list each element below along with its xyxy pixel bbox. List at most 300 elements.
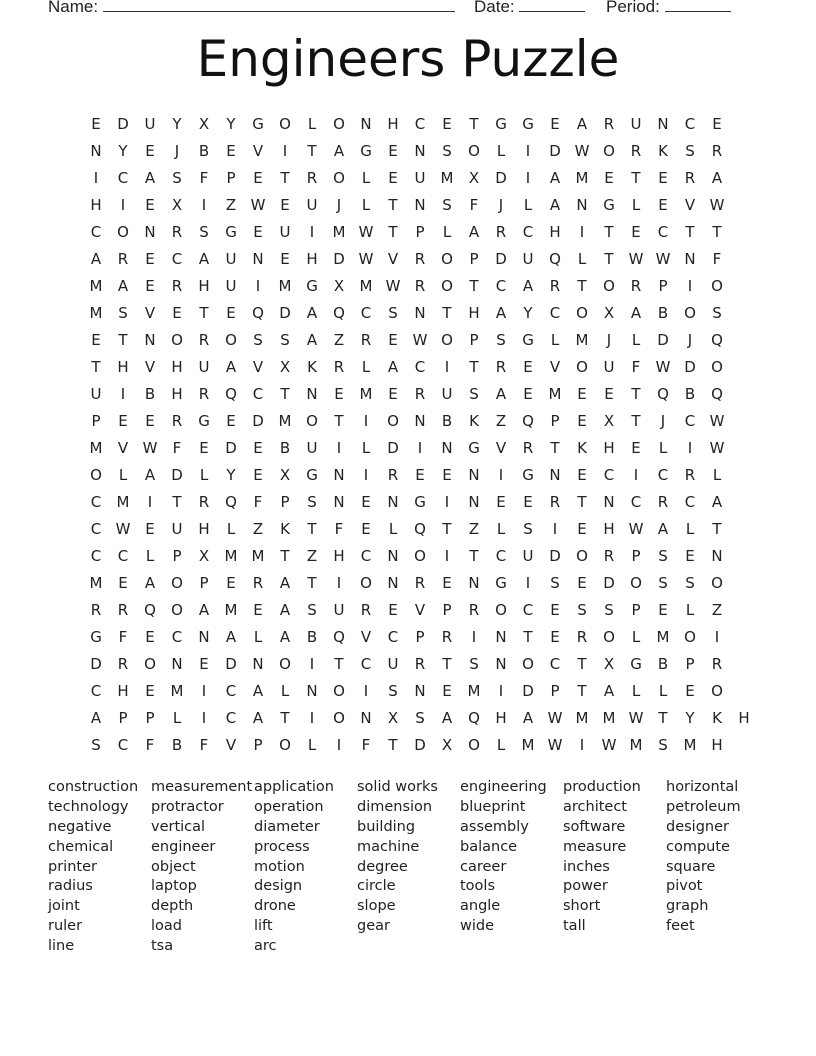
grid-letter[interactable]: X [333,277,345,295]
grid-letter[interactable]: A [495,304,507,322]
grid-letter[interactable]: D [495,250,507,268]
grid-letter[interactable]: X [171,196,183,214]
grid-letter[interactable]: E [145,277,155,295]
grid-letter[interactable]: D [549,142,561,160]
grid-letter[interactable]: P [685,655,695,673]
grid-letter[interactable]: R [117,250,129,268]
grid-letter[interactable]: A [225,358,237,376]
grid-letter[interactable]: T [523,628,533,646]
grid-letter[interactable]: C [252,385,264,403]
grid-letter[interactable]: C [225,682,237,700]
grid-letter[interactable]: D [414,736,426,754]
grid-letter[interactable]: L [226,520,236,538]
grid-letter[interactable]: I [363,412,369,430]
grid-letter[interactable]: Y [226,115,236,133]
grid-letter[interactable]: Q [657,385,669,403]
grid-letter[interactable]: M [656,628,670,646]
grid-letter[interactable]: E [226,304,236,322]
grid-letter[interactable]: T [199,304,209,322]
grid-letter[interactable]: P [415,628,425,646]
grid-letter[interactable]: L [307,115,317,133]
grid-letter[interactable]: H [198,277,210,295]
grid-letter[interactable]: W [574,142,590,160]
grid-letter[interactable]: E [415,466,425,484]
grid-letter[interactable]: L [550,331,560,349]
grid-letter[interactable]: S [199,223,209,241]
grid-letter[interactable]: E [118,412,128,430]
grid-letter[interactable]: V [549,358,561,376]
grid-letter[interactable]: N [711,547,723,565]
grid-letter[interactable]: N [603,493,615,511]
grid-letter[interactable]: S [469,655,479,673]
grid-letter[interactable]: I [579,223,585,241]
grid-letter[interactable]: F [469,196,479,214]
grid-letter[interactable]: P [442,601,452,619]
grid-letter[interactable]: X [603,304,615,322]
grid-letter[interactable]: D [252,412,264,430]
grid-letter[interactable]: O [495,601,507,619]
grid-letter[interactable]: T [604,223,614,241]
grid-letter[interactable]: U [387,655,399,673]
grid-letter[interactable]: L [118,466,128,484]
grid-letter[interactable]: W [547,736,563,754]
grid-letter[interactable]: P [415,223,425,241]
grid-letter[interactable]: T [712,520,722,538]
grid-letter[interactable]: Q [711,385,723,403]
grid-letter[interactable]: R [414,385,426,403]
grid-letter[interactable]: L [685,601,695,619]
grid-letter[interactable]: F [145,736,155,754]
grid-letter[interactable]: E [577,520,587,538]
grid-letter[interactable]: B [171,736,183,754]
grid-letter[interactable]: A [144,169,156,187]
grid-letter[interactable]: R [414,277,426,295]
grid-letter[interactable]: Q [711,331,723,349]
grid-letter[interactable]: C [90,682,102,700]
grid-letter[interactable]: A [198,250,210,268]
grid-letter[interactable]: I [444,547,450,565]
grid-letter[interactable]: L [631,682,641,700]
grid-letter[interactable]: R [198,331,210,349]
grid-letter[interactable]: N [360,115,372,133]
grid-letter[interactable]: H [90,196,102,214]
grid-letter[interactable]: L [199,466,209,484]
grid-letter[interactable]: E [631,439,641,457]
grid-letter[interactable]: R [117,601,129,619]
grid-letter[interactable]: A [90,709,102,727]
grid-letter[interactable]: I [687,277,693,295]
grid-letter[interactable]: T [280,169,290,187]
grid-letter[interactable]: C [360,655,372,673]
grid-letter[interactable]: O [711,574,723,592]
grid-letter[interactable]: W [547,709,563,727]
grid-letter[interactable]: T [307,520,317,538]
grid-letter[interactable]: T [631,412,641,430]
grid-letter[interactable]: T [631,385,641,403]
grid-letter[interactable]: I [120,385,126,403]
grid-letter[interactable]: N [657,115,669,133]
grid-letter[interactable]: Q [549,250,561,268]
grid-letter[interactable]: W [412,331,428,349]
grid-letter[interactable]: V [117,439,129,457]
grid-letter[interactable]: I [336,574,342,592]
grid-letter[interactable]: F [361,736,371,754]
grid-letter[interactable]: X [279,358,291,376]
grid-letter[interactable]: A [252,709,264,727]
grid-letter[interactable]: O [576,304,588,322]
grid-letter[interactable]: U [225,250,237,268]
grid-letter[interactable]: L [523,196,533,214]
grid-letter[interactable]: C [684,115,696,133]
grid-letter[interactable]: L [631,196,641,214]
grid-letter[interactable]: N [495,655,507,673]
grid-letter[interactable]: U [90,385,102,403]
grid-letter[interactable]: V [225,736,237,754]
grid-letter[interactable]: H [306,250,318,268]
grid-letter[interactable]: E [145,628,155,646]
grid-letter[interactable]: H [603,439,615,457]
grid-letter[interactable]: H [468,304,480,322]
grid-letter[interactable]: I [201,709,207,727]
grid-letter[interactable]: U [225,277,237,295]
grid-letter[interactable]: M [170,682,184,700]
grid-letter[interactable]: T [577,682,587,700]
grid-letter[interactable]: M [116,493,130,511]
grid-letter[interactable]: Y [172,115,182,133]
grid-letter[interactable]: R [549,493,561,511]
grid-letter[interactable]: E [91,115,101,133]
grid-letter[interactable]: G [360,142,372,160]
grid-letter[interactable]: G [90,628,102,646]
grid-letter[interactable]: G [225,223,237,241]
grid-letter[interactable]: M [548,385,562,403]
grid-letter[interactable]: O [279,655,291,673]
grid-letter[interactable]: R [198,385,210,403]
grid-letter[interactable]: M [332,223,346,241]
grid-letter[interactable]: C [171,628,183,646]
grid-letter[interactable]: U [603,358,615,376]
grid-letter[interactable]: T [280,385,290,403]
grid-letter[interactable]: T [118,331,128,349]
grid-letter[interactable]: I [525,142,531,160]
grid-letter[interactable]: E [145,520,155,538]
grid-letter[interactable]: I [498,466,504,484]
grid-letter[interactable]: N [468,574,480,592]
grid-letter[interactable]: E [577,466,587,484]
grid-letter[interactable]: U [522,547,534,565]
grid-letter[interactable]: E [523,358,533,376]
grid-letter[interactable]: A [279,628,291,646]
grid-letter[interactable]: X [198,115,210,133]
grid-letter[interactable]: A [576,115,588,133]
grid-letter[interactable]: T [712,223,722,241]
grid-letter[interactable]: C [657,223,669,241]
grid-letter[interactable]: E [226,142,236,160]
grid-letter[interactable]: L [280,682,290,700]
grid-letter[interactable]: I [444,493,450,511]
grid-letter[interactable]: H [495,709,507,727]
grid-letter[interactable]: T [334,655,344,673]
grid-letter[interactable]: K [307,358,317,376]
grid-letter[interactable]: C [522,223,534,241]
grid-letter[interactable]: R [414,655,426,673]
grid-letter[interactable]: A [144,574,156,592]
grid-letter[interactable]: R [414,250,426,268]
grid-letter[interactable]: I [714,628,720,646]
grid-letter[interactable]: T [307,142,317,160]
grid-letter[interactable]: B [306,628,318,646]
grid-letter[interactable]: N [414,196,426,214]
grid-letter[interactable]: E [145,250,155,268]
grid-letter[interactable]: C [657,466,669,484]
grid-letter[interactable]: E [388,601,398,619]
grid-letter[interactable]: A [252,682,264,700]
grid-letter[interactable]: A [657,520,669,538]
grid-letter[interactable]: L [496,520,506,538]
grid-letter[interactable]: M [683,736,697,754]
grid-letter[interactable]: G [495,115,507,133]
grid-letter[interactable]: M [602,709,616,727]
grid-letter[interactable]: E [253,466,263,484]
grid-letter[interactable]: O [468,736,480,754]
grid-letter[interactable]: W [601,736,617,754]
grid-letter[interactable]: J [498,196,504,214]
grid-letter[interactable]: B [441,412,453,430]
grid-letter[interactable]: X [387,709,399,727]
grid-letter[interactable]: O [603,628,615,646]
grid-letter[interactable]: O [306,412,318,430]
grid-letter[interactable]: E [280,250,290,268]
grid-letter[interactable]: T [91,358,101,376]
grid-letter[interactable]: A [333,142,345,160]
grid-letter[interactable]: A [711,169,723,187]
grid-letter[interactable]: O [414,547,426,565]
grid-letter[interactable]: S [415,709,425,727]
grid-letter[interactable]: H [333,547,345,565]
grid-letter[interactable]: G [306,466,318,484]
grid-letter[interactable]: H [198,520,210,538]
grid-letter[interactable]: R [711,142,723,160]
grid-letter[interactable]: J [336,196,342,214]
grid-letter[interactable]: S [388,304,398,322]
grid-letter[interactable]: O [441,331,453,349]
grid-letter[interactable]: A [549,196,561,214]
grid-letter[interactable]: E [496,493,506,511]
grid-letter[interactable]: T [604,250,614,268]
grid-letter[interactable]: K [469,412,479,430]
grid-letter[interactable]: I [309,655,315,673]
grid-letter[interactable]: I [579,736,585,754]
grid-letter[interactable]: R [684,169,696,187]
grid-letter[interactable]: L [442,223,452,241]
grid-letter[interactable]: Z [252,520,264,538]
grid-letter[interactable]: E [172,304,182,322]
grid-letter[interactable]: T [469,358,479,376]
grid-letter[interactable]: R [198,493,210,511]
grid-letter[interactable]: N [441,439,453,457]
grid-letter[interactable]: U [441,385,453,403]
grid-letter[interactable]: R [414,574,426,592]
grid-letter[interactable]: G [252,115,264,133]
grid-letter[interactable]: I [417,439,423,457]
grid-letter[interactable]: P [550,682,560,700]
grid-letter[interactable]: Z [711,601,723,619]
grid-letter[interactable]: U [522,250,534,268]
grid-letter[interactable]: J [687,331,693,349]
grid-letter[interactable]: X [603,412,615,430]
grid-letter[interactable]: U [333,601,345,619]
grid-letter[interactable]: P [631,601,641,619]
grid-letter[interactable]: Q [225,385,237,403]
grid-letter[interactable]: E [685,682,695,700]
grid-letter[interactable]: N [387,547,399,565]
grid-letter[interactable]: Z [468,520,480,538]
grid-letter[interactable]: S [496,331,506,349]
grid-letter[interactable]: A [441,709,453,727]
grid-letter[interactable]: P [172,547,182,565]
grid-letter[interactable]: M [89,304,103,322]
grid-letter[interactable]: E [388,169,398,187]
grid-letter[interactable]: I [471,628,477,646]
grid-letter[interactable]: S [280,331,290,349]
grid-letter[interactable]: R [171,277,183,295]
grid-letter[interactable]: O [711,682,723,700]
grid-letter[interactable]: D [333,250,345,268]
grid-letter[interactable]: E [577,574,587,592]
grid-letter[interactable]: I [147,493,153,511]
grid-letter[interactable]: D [225,655,237,673]
grid-letter[interactable]: A [306,331,318,349]
grid-letter[interactable]: L [307,736,317,754]
grid-letter[interactable]: A [549,169,561,187]
grid-letter[interactable]: I [687,439,693,457]
grid-letter[interactable]: W [655,250,671,268]
grid-letter[interactable]: Z [225,196,237,214]
grid-letter[interactable]: L [388,520,398,538]
grid-letter[interactable]: E [523,385,533,403]
grid-letter[interactable]: M [278,412,292,430]
grid-letter[interactable]: C [90,223,102,241]
grid-letter[interactable]: Q [522,412,534,430]
grid-letter[interactable]: N [387,574,399,592]
grid-letter[interactable]: V [144,358,156,376]
grid-letter[interactable]: N [576,196,588,214]
grid-letter[interactable]: Y [685,709,695,727]
grid-letter[interactable]: I [255,277,261,295]
grid-letter[interactable]: S [388,682,398,700]
grid-letter[interactable]: U [306,439,318,457]
grid-letter[interactable]: F [199,169,209,187]
grid-letter[interactable]: W [709,196,725,214]
grid-letter[interactable]: H [387,115,399,133]
grid-letter[interactable]: Z [333,331,345,349]
grid-letter[interactable]: C [90,547,102,565]
grid-letter[interactable]: I [309,223,315,241]
grid-letter[interactable]: E [226,412,236,430]
grid-letter[interactable]: D [522,682,534,700]
grid-letter[interactable]: F [334,520,344,538]
grid-letter[interactable]: K [712,709,722,727]
grid-letter[interactable]: S [712,304,722,322]
grid-letter[interactable]: O [711,358,723,376]
grid-letter[interactable]: S [442,196,452,214]
grid-letter[interactable]: E [550,601,560,619]
grid-letter[interactable]: O [333,115,345,133]
grid-letter[interactable]: N [333,466,345,484]
grid-letter[interactable]: E [253,223,263,241]
grid-letter[interactable]: I [552,520,558,538]
grid-letter[interactable]: V [144,304,156,322]
grid-letter[interactable]: Q [468,709,480,727]
grid-letter[interactable]: S [685,142,695,160]
grid-letter[interactable]: I [336,736,342,754]
grid-letter[interactable]: P [280,493,290,511]
grid-letter[interactable]: L [577,250,587,268]
grid-letter[interactable]: S [577,601,587,619]
grid-letter[interactable]: A [117,277,129,295]
grid-letter[interactable]: L [631,628,641,646]
grid-letter[interactable]: T [307,574,317,592]
grid-letter[interactable]: T [280,709,290,727]
grid-letter[interactable]: O [333,169,345,187]
grid-letter[interactable]: C [684,493,696,511]
grid-letter[interactable]: N [468,493,480,511]
grid-letter[interactable]: E [145,682,155,700]
grid-letter[interactable]: T [631,169,641,187]
grid-letter[interactable]: E [361,520,371,538]
grid-letter[interactable]: C [414,115,426,133]
grid-letter[interactable]: W [250,196,266,214]
grid-letter[interactable]: O [603,277,615,295]
grid-letter[interactable]: N [144,331,156,349]
grid-letter[interactable]: A [306,304,318,322]
grid-letter[interactable]: E [442,682,452,700]
grid-letter[interactable]: O [90,466,102,484]
grid-letter[interactable]: O [333,682,345,700]
grid-letter[interactable]: E [577,412,587,430]
grid-letter[interactable]: B [684,385,696,403]
grid-letter[interactable]: V [684,196,696,214]
grid-letter[interactable]: D [171,466,183,484]
grid-letter[interactable]: L [658,439,668,457]
grid-letter[interactable]: R [549,277,561,295]
grid-letter[interactable]: O [225,331,237,349]
grid-letter[interactable]: M [251,547,265,565]
grid-letter[interactable]: M [89,277,103,295]
grid-letter[interactable]: W [655,358,671,376]
grid-letter[interactable]: C [603,466,615,484]
grid-letter[interactable]: E [577,385,587,403]
grid-letter[interactable]: R [495,223,507,241]
grid-letter[interactable]: T [550,439,560,457]
grid-letter[interactable]: D [495,169,507,187]
grid-letter[interactable]: Q [144,601,156,619]
grid-letter[interactable]: S [469,385,479,403]
grid-letter[interactable]: Z [495,412,507,430]
grid-letter[interactable]: O [171,601,183,619]
grid-letter[interactable]: F [172,439,182,457]
grid-letter[interactable]: D [549,547,561,565]
grid-letter[interactable]: E [388,142,398,160]
grid-letter[interactable]: R [657,493,669,511]
grid-letter[interactable]: E [361,493,371,511]
grid-letter[interactable]: P [145,709,155,727]
grid-letter[interactable]: E [658,601,668,619]
grid-letter[interactable]: T [658,709,668,727]
grid-letter[interactable]: C [495,547,507,565]
grid-letter[interactable]: E [442,466,452,484]
grid-letter[interactable]: R [90,601,102,619]
